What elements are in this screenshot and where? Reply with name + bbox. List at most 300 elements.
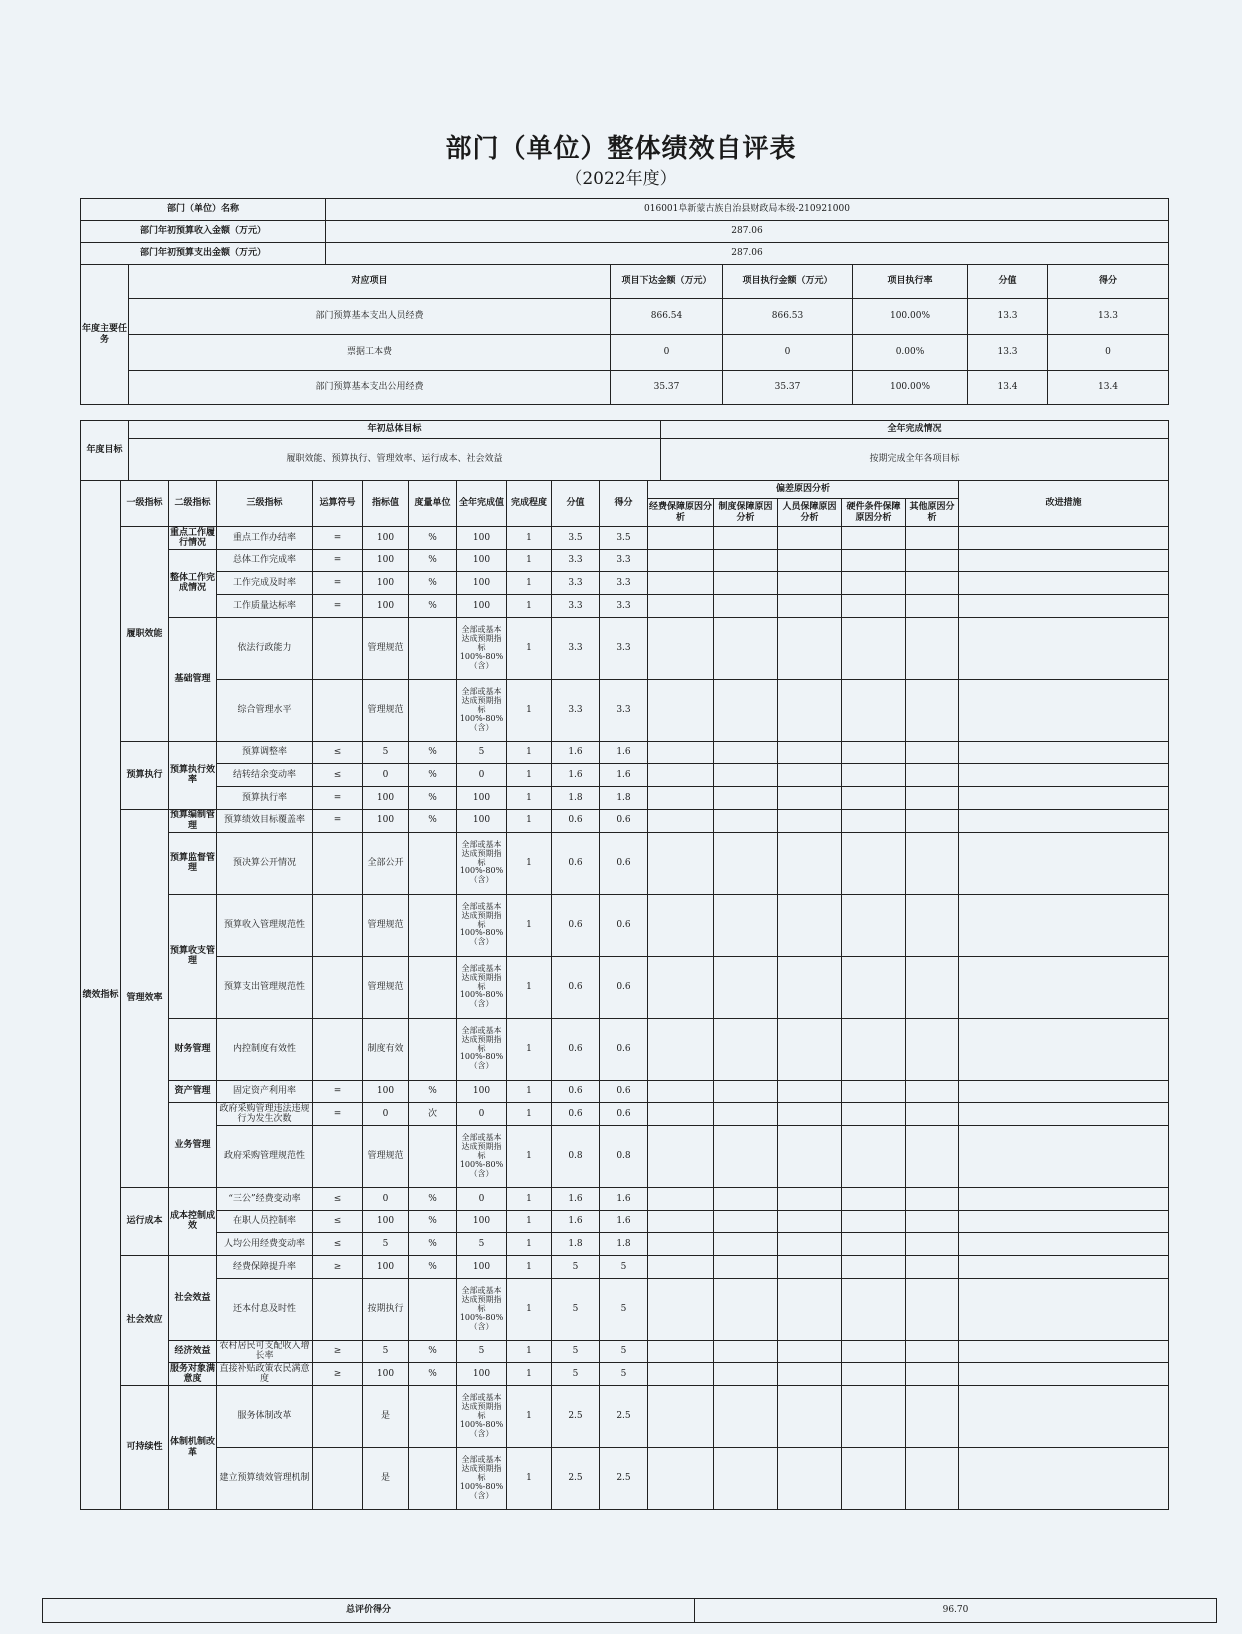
indicator-empty-cell <box>778 549 842 572</box>
indicator-empty-cell <box>842 1103 906 1126</box>
indicator-empty-cell <box>959 1278 1169 1340</box>
indicator-target: 管理规范 <box>363 956 409 1018</box>
indicator-weight: 2.5 <box>552 1448 600 1510</box>
indicator-empty-cell <box>959 1340 1169 1363</box>
indicator-actual: 全部或基本达成预期指标100%-80%（含） <box>457 679 507 741</box>
indicator-empty-cell <box>959 679 1169 741</box>
indicator-header-dev-funding: 经费保障原因分析 <box>648 499 714 527</box>
indicator-empty-cell <box>842 1210 906 1233</box>
indicator-empty-cell <box>648 595 714 618</box>
indicator-row <box>81 595 1169 618</box>
indicator-empty-cell <box>714 764 778 787</box>
indicator-header-level3: 三级指标 <box>217 481 313 527</box>
tasks-header-rate: 项目执行率 <box>853 265 968 299</box>
indicator-operator: = <box>313 787 363 810</box>
indicator-empty-cell <box>714 1363 778 1386</box>
indicator-row <box>81 1103 1169 1126</box>
indicator-weight: 2.5 <box>552 1386 600 1448</box>
indicator-empty-cell <box>842 617 906 679</box>
indicator-empty-cell <box>714 787 778 810</box>
indicator-empty-cell <box>906 1233 959 1256</box>
indicator-degree: 1 <box>507 1210 552 1233</box>
indicator-header-row <box>81 481 1169 499</box>
indicator-actual: 0 <box>457 764 507 787</box>
indicator-target: 是 <box>363 1386 409 1448</box>
indicator-empty-cell <box>959 1363 1169 1386</box>
indicator-empty-cell <box>778 1340 842 1363</box>
indicator-empty-cell <box>842 764 906 787</box>
indicator-level3: 还本付息及时性 <box>217 1278 313 1340</box>
indicator-empty-cell <box>778 617 842 679</box>
indicator-empty-cell <box>648 1210 714 1233</box>
indicator-target: 5 <box>363 741 409 764</box>
indicator-empty-cell <box>778 1233 842 1256</box>
indicator-empty-cell <box>842 1018 906 1080</box>
indicator-actual: 100 <box>457 572 507 595</box>
indicator-empty-cell <box>842 741 906 764</box>
indicator-level1: 可持续性 <box>121 1386 169 1510</box>
indicator-row <box>81 1448 1169 1510</box>
indicator-degree: 1 <box>507 1233 552 1256</box>
indicator-degree: 1 <box>507 1386 552 1448</box>
task-executed: 35.37 <box>723 371 853 405</box>
indicator-empty-cell <box>959 1018 1169 1080</box>
page-title: 部门（单位）整体绩效自评表 <box>445 134 797 164</box>
indicator-actual: 100 <box>457 527 507 550</box>
indicator-degree: 1 <box>507 617 552 679</box>
indicator-empty-cell <box>906 764 959 787</box>
task-issued: 35.37 <box>611 371 723 405</box>
indicator-row <box>81 1363 1169 1386</box>
indicator-score: 5 <box>600 1363 648 1386</box>
indicator-empty-cell <box>714 572 778 595</box>
indicator-target: 100 <box>363 1210 409 1233</box>
indicator-empty-cell <box>778 1187 842 1210</box>
indicator-weight: 1.6 <box>552 1210 600 1233</box>
indicator-degree: 1 <box>507 956 552 1018</box>
indicator-empty-cell <box>648 741 714 764</box>
indicator-actual: 100 <box>457 809 507 832</box>
indicator-empty-cell <box>906 1255 959 1278</box>
indicator-header-improve: 改进措施 <box>959 481 1169 527</box>
indicator-operator: ≤ <box>313 1187 363 1210</box>
indicator-target: 5 <box>363 1233 409 1256</box>
indicator-empty-cell <box>959 809 1169 832</box>
indicator-target: 100 <box>363 1255 409 1278</box>
indicator-empty-cell <box>778 787 842 810</box>
indicator-level3: “三公”经费变动率 <box>217 1187 313 1210</box>
indicator-unit <box>409 832 457 894</box>
indicator-score: 3.3 <box>600 595 648 618</box>
indicator-header-dev-other: 其他原因分析 <box>906 499 959 527</box>
task-weight: 13.3 <box>968 335 1048 371</box>
indicator-level3: 预算执行率 <box>217 787 313 810</box>
indicator-empty-cell <box>906 527 959 550</box>
indicator-empty-cell <box>842 832 906 894</box>
indicator-unit <box>409 894 457 956</box>
indicator-score: 1.8 <box>600 1233 648 1256</box>
indicator-unit: % <box>409 764 457 787</box>
indicator-row <box>81 549 1169 572</box>
indicator-empty-cell <box>714 956 778 1018</box>
indicator-empty-cell <box>959 832 1169 894</box>
indicator-actual: 全部或基本达成预期指标100%-80%（含） <box>457 894 507 956</box>
indicator-empty-cell <box>959 1386 1169 1448</box>
indicator-level3: 依法行政能力 <box>217 617 313 679</box>
indicator-operator <box>313 956 363 1018</box>
indicator-level3: 预决算公开情况 <box>217 832 313 894</box>
indicator-empty-cell <box>778 1210 842 1233</box>
indicator-level3: 工作完成及时率 <box>217 572 313 595</box>
indicator-empty-cell <box>648 1448 714 1510</box>
indicator-header-degree: 完成程度 <box>507 481 552 527</box>
indicator-actual: 100 <box>457 1080 507 1103</box>
indicator-header-dev-staff: 人员保障原因分析 <box>778 499 842 527</box>
task-issued: 866.54 <box>611 299 723 335</box>
indicator-operator <box>313 894 363 956</box>
indicator-empty-cell <box>842 894 906 956</box>
indicator-level2: 体制机制改革 <box>169 1386 217 1510</box>
indicator-empty-cell <box>648 527 714 550</box>
tasks-header-row <box>81 265 1169 299</box>
indicator-score: 0.8 <box>600 1125 648 1187</box>
indicator-unit: % <box>409 1080 457 1103</box>
indicator-row <box>81 679 1169 741</box>
indicator-degree: 1 <box>507 1255 552 1278</box>
indicator-operator: = <box>313 527 363 550</box>
indicator-level3: 预算收入管理规范性 <box>217 894 313 956</box>
indicator-empty-cell <box>906 894 959 956</box>
indicator-empty-cell <box>714 1278 778 1340</box>
indicator-unit: % <box>409 787 457 810</box>
indicator-empty-cell <box>959 549 1169 572</box>
indicator-degree: 1 <box>507 1080 552 1103</box>
indicator-empty-cell <box>959 1448 1169 1510</box>
indicator-operator: ≤ <box>313 764 363 787</box>
indicator-empty-cell <box>714 1386 778 1448</box>
task-project: 票据工本费 <box>129 335 611 371</box>
indicator-header-target: 指标值 <box>363 481 409 527</box>
indicator-level3: 预算支出管理规范性 <box>217 956 313 1018</box>
indicator-level3: 综合管理水平 <box>217 679 313 741</box>
indicator-header-dev-system: 制度保障原因分析 <box>714 499 778 527</box>
indicator-operator <box>313 1278 363 1340</box>
indicator-score: 0.6 <box>600 894 648 956</box>
indicator-level2: 预算监督管理 <box>169 832 217 894</box>
indicator-weight: 3.5 <box>552 527 600 550</box>
indicator-level3: 建立预算绩效管理机制 <box>217 1448 313 1510</box>
indicator-target: 100 <box>363 572 409 595</box>
indicator-header-score: 得分 <box>600 481 648 527</box>
indicator-operator <box>313 1018 363 1080</box>
indicator-target: 0 <box>363 1103 409 1126</box>
indicator-empty-cell <box>714 1448 778 1510</box>
indicator-row <box>81 956 1169 1018</box>
expense-row <box>81 243 1169 265</box>
indicator-operator <box>313 1386 363 1448</box>
indicator-target: 按期执行 <box>363 1278 409 1340</box>
indicator-empty-cell <box>714 1187 778 1210</box>
indicator-row <box>81 1210 1169 1233</box>
indicator-level2: 服务对象满意度 <box>170 1363 216 1385</box>
indicator-empty-cell <box>648 1363 714 1386</box>
indicator-empty-cell <box>648 832 714 894</box>
indicator-unit: % <box>409 1340 457 1363</box>
indicator-row <box>81 617 1169 679</box>
indicator-level2: 资产管理 <box>169 1080 217 1103</box>
task-rate: 100.00% <box>853 299 968 335</box>
indicator-empty-cell <box>714 1080 778 1103</box>
indicator-empty-cell <box>648 1255 714 1278</box>
indicator-row <box>81 1233 1169 1256</box>
indicator-degree: 1 <box>507 1018 552 1080</box>
indicator-weight: 3.3 <box>552 679 600 741</box>
indicator-target: 管理规范 <box>363 1125 409 1187</box>
indicator-empty-cell <box>714 1233 778 1256</box>
indicator-weight: 3.3 <box>552 572 600 595</box>
indicator-weight: 0.6 <box>552 1018 600 1080</box>
indicator-actual: 全部或基本达成预期指标100%-80%（含） <box>457 1018 507 1080</box>
indicator-level2: 预算编制管理 <box>170 810 216 831</box>
indicator-unit <box>409 617 457 679</box>
indicator-empty-cell <box>959 617 1169 679</box>
indicator-degree: 1 <box>507 894 552 956</box>
indicator-level2: 财务管理 <box>169 1018 217 1080</box>
indicator-degree: 1 <box>507 1363 552 1386</box>
indicator-empty-cell <box>714 741 778 764</box>
indicator-target: 管理规范 <box>363 894 409 956</box>
indicator-level1: 管理效率 <box>121 809 169 1187</box>
indicators-section-label: 绩效指标 <box>81 481 121 1510</box>
indicator-unit: % <box>409 572 457 595</box>
expense-label: 部门年初预算支出金额（万元） <box>81 243 326 265</box>
indicator-score: 0.6 <box>600 956 648 1018</box>
indicator-actual: 全部或基本达成预期指标100%-80%（含） <box>457 1386 507 1448</box>
indicator-empty-cell <box>714 617 778 679</box>
indicator-degree: 1 <box>507 741 552 764</box>
indicator-empty-cell <box>714 1255 778 1278</box>
indicator-unit: % <box>409 809 457 832</box>
indicator-empty-cell <box>778 809 842 832</box>
indicator-empty-cell <box>648 1103 714 1126</box>
indicator-weight: 0.6 <box>552 1080 600 1103</box>
indicator-operator: = <box>313 549 363 572</box>
indicator-header-dev-hardware: 硬件条件保障原因分析 <box>842 499 906 527</box>
indicator-level3: 预算调整率 <box>217 741 313 764</box>
indicator-weight: 3.3 <box>552 617 600 679</box>
indicator-row <box>81 787 1169 810</box>
indicator-target: 5 <box>363 1340 409 1363</box>
indicator-unit: % <box>409 1255 457 1278</box>
indicator-empty-cell <box>906 1386 959 1448</box>
goals-completion-value: 按期完成全年各项目标 <box>661 439 1169 481</box>
indicator-empty-cell <box>842 1340 906 1363</box>
indicator-unit: % <box>409 527 457 550</box>
goals-initial-header: 年初总体目标 <box>129 421 661 439</box>
indicator-weight: 5 <box>552 1278 600 1340</box>
indicator-degree: 1 <box>507 1187 552 1210</box>
indicator-target: 100 <box>363 1363 409 1386</box>
indicator-degree: 1 <box>507 787 552 810</box>
indicator-unit: % <box>409 1187 457 1210</box>
expense-value: 287.06 <box>326 243 1169 265</box>
indicator-level2: 预算执行效率 <box>169 741 217 809</box>
indicator-actual: 5 <box>457 741 507 764</box>
indicator-score: 1.6 <box>600 1187 648 1210</box>
indicator-empty-cell <box>648 1233 714 1256</box>
indicator-empty-cell <box>842 527 906 550</box>
indicator-degree: 1 <box>507 1103 552 1126</box>
task-rate: 100.00% <box>853 371 968 405</box>
indicator-row <box>81 1018 1169 1080</box>
indicator-row <box>81 1255 1169 1278</box>
indicator-degree: 1 <box>507 527 552 550</box>
indicator-operator: ≥ <box>313 1363 363 1386</box>
task-project: 部门预算基本支出人员经费 <box>129 299 611 335</box>
indicator-operator <box>313 679 363 741</box>
indicator-empty-cell <box>906 1448 959 1510</box>
indicator-degree: 1 <box>507 1125 552 1187</box>
indicator-empty-cell <box>778 1255 842 1278</box>
page-subtitle: （2022年度） <box>565 169 677 189</box>
indicator-weight: 0.6 <box>552 894 600 956</box>
indicator-level3: 经费保障提升率 <box>217 1255 313 1278</box>
indicator-empty-cell <box>778 1125 842 1187</box>
indicator-level3: 人均公用经费变动率 <box>217 1233 313 1256</box>
indicator-empty-cell <box>959 595 1169 618</box>
indicator-operator <box>313 832 363 894</box>
indicator-unit: % <box>409 1210 457 1233</box>
indicator-empty-cell <box>778 1103 842 1126</box>
indicator-empty-cell <box>842 595 906 618</box>
indicator-target: 0 <box>363 1187 409 1210</box>
indicator-weight: 1.6 <box>552 764 600 787</box>
indicator-level1: 运行成本 <box>121 1187 169 1255</box>
task-score: 13.3 <box>1048 299 1169 335</box>
task-executed: 0 <box>723 335 853 371</box>
indicator-weight: 0.6 <box>552 809 600 832</box>
indicator-level3: 重点工作办结率 <box>217 527 313 550</box>
indicator-empty-cell <box>906 1103 959 1126</box>
indicator-empty-cell <box>714 1125 778 1187</box>
indicator-empty-cell <box>648 1386 714 1448</box>
indicator-empty-cell <box>648 617 714 679</box>
dept-name-label: 部门（单位）名称 <box>81 199 326 221</box>
goals-completion-header: 全年完成情况 <box>661 421 1169 439</box>
indicator-empty-cell <box>959 1103 1169 1126</box>
indicator-unit: % <box>409 595 457 618</box>
indicator-level2: 重点工作履行情况 <box>170 527 216 548</box>
indicator-empty-cell <box>842 1448 906 1510</box>
indicator-empty-cell <box>842 1363 906 1386</box>
indicator-empty-cell <box>842 679 906 741</box>
indicator-weight: 1.8 <box>552 787 600 810</box>
indicator-degree: 1 <box>507 595 552 618</box>
indicator-empty-cell <box>959 894 1169 956</box>
total-table <box>42 1598 1217 1623</box>
indicator-row <box>81 1187 1169 1210</box>
indicator-target: 100 <box>363 809 409 832</box>
indicator-empty-cell <box>906 787 959 810</box>
task-row <box>81 299 1169 335</box>
header-info-table <box>80 198 1169 265</box>
indicator-empty-cell <box>778 832 842 894</box>
indicator-degree: 1 <box>507 1340 552 1363</box>
indicator-empty-cell <box>959 1233 1169 1256</box>
indicator-empty-cell <box>906 572 959 595</box>
indicator-target: 0 <box>363 764 409 787</box>
indicator-empty-cell <box>959 741 1169 764</box>
indicator-level1: 社会效应 <box>121 1255 169 1385</box>
indicator-target: 全部公开 <box>363 832 409 894</box>
indicator-target: 100 <box>363 1080 409 1103</box>
indicator-degree: 1 <box>507 764 552 787</box>
indicator-level2: 基础管理 <box>169 617 217 741</box>
indicator-weight: 0.6 <box>552 956 600 1018</box>
indicator-score: 3.3 <box>600 549 648 572</box>
indicator-unit: % <box>409 741 457 764</box>
indicator-empty-cell <box>842 809 906 832</box>
indicator-empty-cell <box>959 1187 1169 1210</box>
indicator-row <box>81 572 1169 595</box>
indicator-empty-cell <box>778 764 842 787</box>
indicator-empty-cell <box>842 1125 906 1187</box>
indicator-header-weight: 分值 <box>552 481 600 527</box>
income-label: 部门年初预算收入金额（万元） <box>81 221 326 243</box>
indicator-header-operator: 运算符号 <box>313 481 363 527</box>
indicator-level3: 工作质量达标率 <box>217 595 313 618</box>
indicator-operator: = <box>313 809 363 832</box>
indicator-operator: = <box>313 1080 363 1103</box>
indicator-row <box>81 832 1169 894</box>
indicator-degree: 1 <box>507 1278 552 1340</box>
indicator-target: 制度有效 <box>363 1018 409 1080</box>
indicator-weight: 0.6 <box>552 1103 600 1126</box>
indicator-weight: 1.8 <box>552 1233 600 1256</box>
indicator-score: 0.6 <box>600 1080 648 1103</box>
indicator-empty-cell <box>648 1340 714 1363</box>
goals-table <box>80 420 1169 481</box>
indicator-score: 3.3 <box>600 572 648 595</box>
indicator-empty-cell <box>648 1125 714 1187</box>
indicator-row <box>81 809 1169 832</box>
indicator-actual: 100 <box>457 595 507 618</box>
indicator-empty-cell <box>778 956 842 1018</box>
indicator-unit: % <box>409 1233 457 1256</box>
indicator-empty-cell <box>959 572 1169 595</box>
indicator-weight: 1.6 <box>552 741 600 764</box>
tasks-row-label: 年度主要任务 <box>81 265 129 405</box>
indicator-empty-cell <box>714 527 778 550</box>
indicator-score: 2.5 <box>600 1386 648 1448</box>
indicator-empty-cell <box>906 1125 959 1187</box>
indicator-empty-cell <box>842 1386 906 1448</box>
indicator-operator: = <box>313 595 363 618</box>
tasks-header-issued: 项目下达金额（万元） <box>611 265 723 299</box>
indicator-target: 100 <box>363 595 409 618</box>
indicator-row <box>81 764 1169 787</box>
indicator-actual: 5 <box>457 1233 507 1256</box>
indicator-operator <box>313 1448 363 1510</box>
indicator-empty-cell <box>959 1125 1169 1187</box>
indicator-empty-cell <box>906 549 959 572</box>
indicator-level1: 履职效能 <box>121 527 169 742</box>
indicator-degree: 1 <box>507 572 552 595</box>
total-value: 96.70 <box>695 1599 1217 1623</box>
indicator-level3: 农村居民可支配收入增长率 <box>217 1340 313 1363</box>
indicator-weight: 0.8 <box>552 1125 600 1187</box>
indicator-header-level1: 一级指标 <box>121 481 169 527</box>
